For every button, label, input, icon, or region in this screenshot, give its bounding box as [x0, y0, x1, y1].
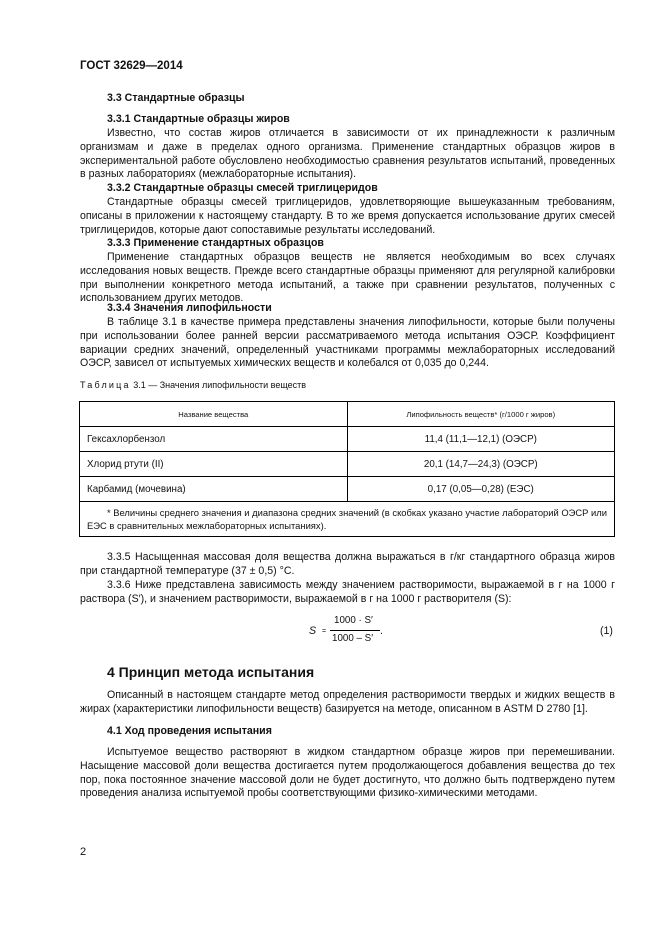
lipophilicity-table: [79, 401, 615, 537]
section-4-1-text: Испытуемое вещество растворяют в жидком стандартном образце жиров при перемешивании. Насыщение массовой доли вещества достигается путем продолжающегося добавления вещества до тех пор, пока постоянное значение массовой доли не будет достигнуто, что должно быть подтверждено путем проведения анализа испытуемой пробы соответствующими физико-химическими методами.: [80, 746, 615, 800]
table-cell-name: Карбамид (мочевина): [80, 477, 348, 502]
formula-equals: =: [322, 628, 327, 635]
section-3-3-5-text: 3.3.5 Насыщенная массовая доля вещества должна выражаться в г/кг стандартного образца жиров при стандартной температуре (37 ± 0,5) °С.: [80, 551, 615, 577]
table-row: [80, 452, 615, 477]
section-4-1-title: 4.1 Ход проведения испытания: [107, 725, 272, 737]
table-caption: [80, 380, 306, 390]
section-3-3-4-text: В таблице 3.1 в качестве примера представлены значения липофильности, которые были получены при использовании более ранней версии рассматриваемого метода испытания ОЭСР. Коэффициент вариации средних значений, определенный участниками программы межлабораторных исследований ОЭСР, зависел от испытуемых химических веществ и колебался от 0,035 до 0,244.: [80, 316, 615, 370]
section-3-3-3-text: Применение стандартных образцов веществ не является необходимым во всех случаях исследования новых веществ. Прежде всего стандартные образцы применяют для регулярной калибровки при выполнении конкретного метода испытаний, а также при сравнении результатов, полученных с использованием других методов.: [80, 251, 615, 305]
document-header: ГОСТ 32629—2014: [80, 60, 183, 72]
formula-lhs: S: [309, 625, 317, 637]
page-number: 2: [80, 846, 87, 858]
formula-1: [0, 612, 661, 652]
section-4-title: 4 Принцип метода испытания: [107, 664, 315, 680]
formula-fraction-bar: [330, 630, 380, 631]
section-3-3-2-title: 3.3.2 Стандартные образцы смесей триглицеридов: [107, 182, 378, 194]
section-3-3-4-title: 3.3.4 Значения липофильности: [107, 302, 272, 314]
section-3-3-1-title: 3.3.1 Стандартные образцы жиров: [107, 113, 290, 125]
table-row: [80, 477, 615, 502]
table-cell-value: 20,1 (14,7—24,3) (ОЭСР): [347, 452, 614, 477]
section-3-3-3-title: 3.3.3 Применение стандартных образцов: [107, 237, 324, 249]
section-3-3-2-text: Стандартные образцы смесей триглицеридов, удовлетворяющие вышеуказанным требованиям, описаны в приложении к настоящему стандарту. В то же время допускается использование других смесей триглицеридов, которые дают сопоставимые результаты исследований.: [80, 196, 615, 236]
table-footnote: * Величины среднего значения и диапазона средних значений (в скобках указано участие лабораторий ОЭСР или ЕЭС в сравнительных межлабораторных испытаниях).: [80, 502, 615, 537]
table-footnote-row: [80, 502, 615, 537]
table-cell-name: Хлорид ртути (II): [80, 452, 348, 477]
table-row: [80, 427, 615, 452]
table-header-name: Название вещества: [80, 402, 348, 427]
table-header-row: [80, 402, 615, 427]
section-3-3-1-text: Известно, что состав жиров отличается в зависимости от их принадлежности к различным организмам и даже в пределах одного организма. Применение стандартных образцов жиров в экспериментальной работе обусловлено необходимостью сравнения результатов испытаний, проведенных в разных лабораториях (межлабораторные испытания).: [80, 127, 615, 181]
formula-end: .: [380, 625, 383, 637]
formula-denominator: 1000 – S′: [332, 633, 374, 644]
table-header-lipophilicity: Липофильность веществ* (г/1000 г жиров): [347, 402, 614, 427]
section-3-3-6-text: 3.3.6 Ниже представлена зависимость между значением растворимости, выражаемой в г на 1000 г раствора (S′), и значением растворимости, выражаемой в г на 1000 г растворителя (S):: [80, 579, 615, 605]
table-cell-value: 11,4 (11,1—12,1) (ОЭСР): [347, 427, 614, 452]
section-4-text: Описанный в настоящем стандарте метод определения растворимости твердых и жидких веществ в жирах (характеристики липофильности веществ) базируется на методе, описанном в ASTM D 2780 [1].: [80, 689, 615, 715]
formula-numerator: 1000 · S′: [334, 615, 373, 626]
table-caption-text: 3.1 — Значения липофильности веществ: [130, 380, 307, 390]
section-3-3-title: 3.3 Стандартные образцы: [107, 92, 245, 104]
table-cell-name: Гексахлорбензол: [80, 427, 348, 452]
formula-number: (1): [600, 625, 613, 637]
table-caption-label: Таблица: [80, 380, 131, 390]
table-cell-value: 0,17 (0,05—0,28) (ЕЭС): [347, 477, 614, 502]
